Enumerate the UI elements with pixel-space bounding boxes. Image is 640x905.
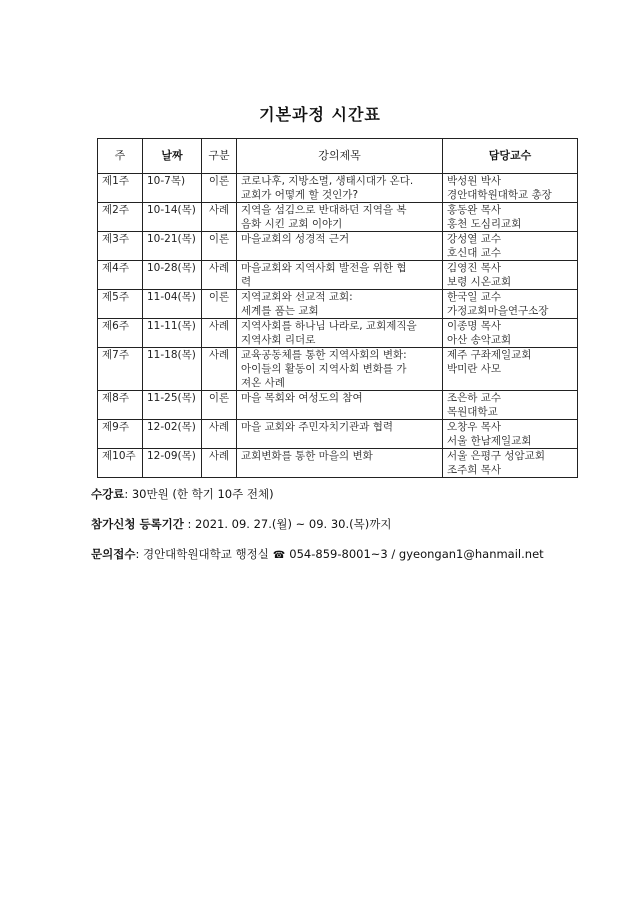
header-week: 주 bbox=[98, 139, 143, 174]
topic-cell-line: 교회변화를 통한 마을의 변화 bbox=[241, 450, 373, 462]
professor-cell-line: 홍천 도심리교회 bbox=[447, 218, 522, 230]
contact-phone-email: 054-859-8001~3 / gyeongan1@hanmail.net bbox=[289, 547, 544, 561]
professor-cell-line: 조주희 목사 bbox=[447, 464, 502, 476]
type-cell: 사례 bbox=[202, 261, 237, 290]
schedule-table bbox=[97, 138, 578, 478]
table-row bbox=[98, 449, 578, 478]
type-cell: 사례 bbox=[202, 449, 237, 478]
professor-cell-line: 아산 송악교회 bbox=[447, 334, 512, 346]
table-row bbox=[98, 203, 578, 232]
topic-cell bbox=[237, 261, 443, 290]
professor-cell-line: 강성열 교수 bbox=[447, 233, 502, 245]
week-cell: 제2주 bbox=[98, 203, 143, 232]
topic-cell-line bbox=[241, 463, 438, 477]
week-cell: 제7주 bbox=[98, 348, 143, 391]
topic-cell bbox=[237, 348, 443, 391]
professor-cell-line: 목원대학교 bbox=[447, 406, 498, 418]
topic-cell-line: 지역사회를 하나님 나라로, 교회제직을 bbox=[241, 320, 417, 332]
topic-cell bbox=[237, 420, 443, 449]
professor-cell-line: 오창우 목사 bbox=[447, 421, 502, 433]
topic-cell-line: 음화 시킨 교회 이야기 bbox=[241, 218, 343, 230]
date-cell: 10-21(목) bbox=[143, 232, 202, 261]
professor-cell-line: 제주 구좌제일교회 bbox=[447, 349, 532, 361]
topic-cell-line: 아이들의 활동이 지역사회 변화를 가 bbox=[241, 363, 407, 375]
professor-cell bbox=[443, 449, 578, 478]
professor-cell-line: 한국일 교수 bbox=[447, 291, 502, 303]
date-cell: 11-18(목) bbox=[143, 348, 202, 391]
topic-cell-line: 지역을 섬김으로 반대하던 지역을 복 bbox=[241, 204, 407, 216]
fee-info bbox=[91, 486, 274, 502]
table-row bbox=[98, 261, 578, 290]
date-cell: 10-7목) bbox=[143, 174, 202, 203]
header-topic: 강의제목 bbox=[237, 139, 443, 174]
registration-period-info bbox=[91, 516, 391, 532]
topic-cell-line: 마을교회와 지역사회 발전을 위한 협 bbox=[241, 262, 407, 274]
topic-cell bbox=[237, 391, 443, 420]
professor-cell bbox=[443, 174, 578, 203]
date-cell: 10-14(목) bbox=[143, 203, 202, 232]
professor-cell bbox=[443, 232, 578, 261]
topic-cell-line: 마을 교회와 주민자치기관과 협력 bbox=[241, 421, 394, 433]
date-cell: 11-25(목) bbox=[143, 391, 202, 420]
header-professor: 담당교수 bbox=[443, 139, 578, 174]
page-title: 기본과정 시간표 bbox=[259, 105, 381, 124]
fee-label: 수강료 bbox=[91, 487, 125, 501]
topic-cell bbox=[237, 319, 443, 348]
topic-cell-line: 마을교회의 성경적 근거 bbox=[241, 233, 350, 245]
type-cell: 사례 bbox=[202, 319, 237, 348]
type-cell: 이론 bbox=[202, 391, 237, 420]
topic-cell bbox=[237, 290, 443, 319]
week-cell: 제10주 bbox=[98, 449, 143, 478]
table-row bbox=[98, 232, 578, 261]
type-cell: 이론 bbox=[202, 290, 237, 319]
date-cell: 10-28(목) bbox=[143, 261, 202, 290]
topic-cell bbox=[237, 174, 443, 203]
date-cell: 12-02(목) bbox=[143, 420, 202, 449]
table-row bbox=[98, 420, 578, 449]
professor-cell-line: 호신대 교수 bbox=[447, 247, 502, 259]
professor-cell-line: 가정교회마을연구소장 bbox=[447, 305, 549, 317]
topic-cell bbox=[237, 203, 443, 232]
topic-cell bbox=[237, 232, 443, 261]
topic-cell-line: 교회가 어떻게 할 것인가? bbox=[241, 189, 359, 201]
topic-cell-line: 력 bbox=[241, 276, 252, 288]
type-cell: 사례 bbox=[202, 203, 237, 232]
professor-cell bbox=[443, 420, 578, 449]
date-cell: 11-04(목) bbox=[143, 290, 202, 319]
professor-cell-line: 이종명 목사 bbox=[447, 320, 502, 332]
professor-cell bbox=[443, 391, 578, 420]
contact-label: 문의접수 bbox=[91, 547, 136, 561]
topic-cell-line bbox=[241, 434, 438, 448]
date-cell: 12-09(목) bbox=[143, 449, 202, 478]
professor-cell-line: 홍동완 목사 bbox=[447, 204, 502, 216]
week-cell: 제3주 bbox=[98, 232, 143, 261]
professor-cell-line: 박성원 박사 bbox=[447, 175, 502, 187]
table-row bbox=[98, 391, 578, 420]
professor-cell-line: 서울 한남제일교회 bbox=[447, 435, 532, 447]
week-cell: 제9주 bbox=[98, 420, 143, 449]
week-cell: 제4주 bbox=[98, 261, 143, 290]
topic-cell-line: 지역교회와 선교적 교회: bbox=[241, 291, 353, 303]
professor-cell-line: 조은하 교수 bbox=[447, 392, 502, 404]
table-row bbox=[98, 290, 578, 319]
professor-cell-line: 서울 은평구 성암교회 bbox=[447, 450, 545, 462]
table-row bbox=[98, 174, 578, 203]
topic-cell-line: 마을 목회와 여성도의 참여 bbox=[241, 392, 363, 404]
table-header-row bbox=[98, 139, 578, 174]
type-cell: 사례 bbox=[202, 420, 237, 449]
contact-info bbox=[91, 546, 544, 562]
fee-value: : 30만원 (한 학기 10주 전체) bbox=[124, 487, 274, 501]
professor-cell-line bbox=[447, 376, 573, 390]
table-row bbox=[98, 319, 578, 348]
type-cell: 이론 bbox=[202, 174, 237, 203]
professor-cell-line: 경안대학원대학교 총장 bbox=[447, 189, 552, 201]
period-value: : 2021. 09. 27.(월) ~ 09. 30.(목)까지 bbox=[183, 517, 392, 531]
header-date: 날짜 bbox=[143, 139, 202, 174]
professor-cell bbox=[443, 319, 578, 348]
week-cell: 제8주 bbox=[98, 391, 143, 420]
topic-cell-line: 지역사회 리더로 bbox=[241, 334, 316, 346]
professor-cell bbox=[443, 203, 578, 232]
topic-cell-line: 코로나후, 지방소멸, 생태시대가 온다. bbox=[241, 175, 414, 187]
topic-cell-line: 세계를 품는 교회 bbox=[241, 305, 319, 317]
period-label: 참가신청 등록기간 bbox=[91, 517, 184, 531]
date-cell: 11-11(목) bbox=[143, 319, 202, 348]
professor-cell bbox=[443, 261, 578, 290]
week-cell: 제6주 bbox=[98, 319, 143, 348]
topic-cell-line bbox=[241, 405, 438, 419]
week-cell: 제5주 bbox=[98, 290, 143, 319]
type-cell: 이론 bbox=[202, 232, 237, 261]
table-row bbox=[98, 348, 578, 391]
topic-cell bbox=[237, 449, 443, 478]
topic-cell-line: 교육공동체를 통한 지역사회의 변화: bbox=[241, 349, 407, 361]
type-cell: 사례 bbox=[202, 348, 237, 391]
header-type: 구분 bbox=[202, 139, 237, 174]
topic-cell-line bbox=[241, 246, 438, 260]
contact-org: : 경안대학원대학교 행정실 bbox=[135, 547, 269, 561]
professor-cell bbox=[443, 290, 578, 319]
professor-cell-line: 김영진 목사 bbox=[447, 262, 502, 274]
topic-cell-line: 져온 사례 bbox=[241, 377, 285, 389]
phone-icon: ☎ bbox=[272, 550, 286, 561]
week-cell: 제1주 bbox=[98, 174, 143, 203]
professor-cell bbox=[443, 348, 578, 391]
professor-cell-line: 보령 시온교회 bbox=[447, 276, 512, 288]
professor-cell-line: 박미란 사모 bbox=[447, 363, 502, 375]
